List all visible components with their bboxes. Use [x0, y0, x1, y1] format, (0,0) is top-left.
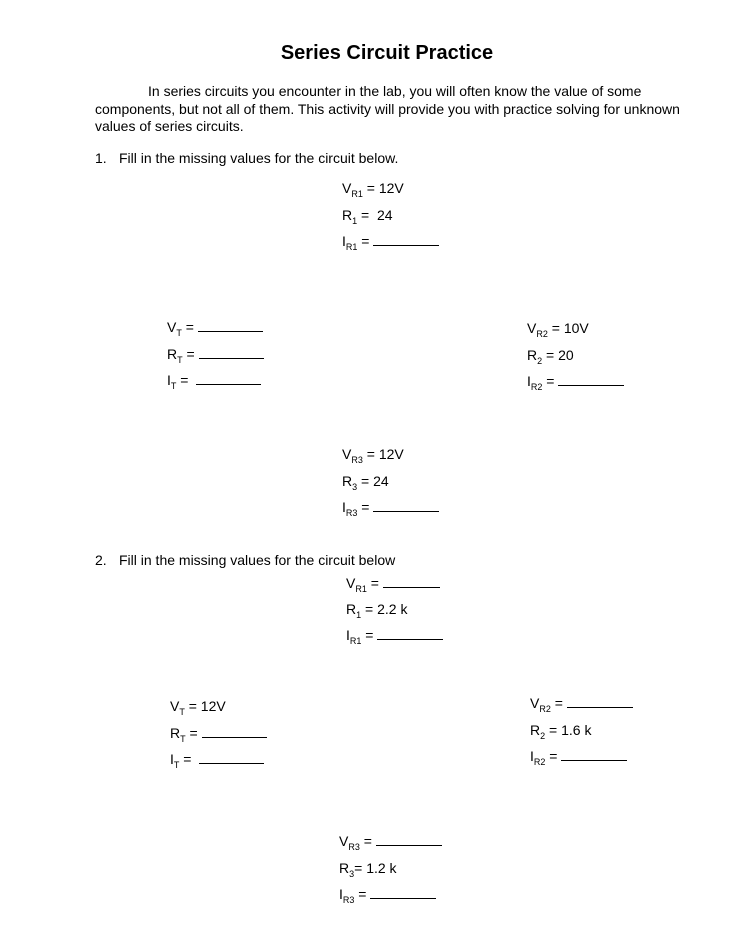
- q1-ir1: $I_{R1}$ =: [342, 233, 439, 249]
- q2-vt: $V_T = 12V$: [170, 698, 226, 717]
- answer-blank[interactable]: [199, 753, 264, 764]
- q1-r1: $R_1 = 24$: [342, 207, 393, 226]
- page-title: Series Circuit Practice: [280, 42, 494, 64]
- answer-blank[interactable]: [558, 375, 624, 386]
- q1-ir2: $I_{R2}$ =: [527, 373, 624, 389]
- q2-ir3: $I_{R3}$ =: [339, 886, 436, 902]
- answer-blank[interactable]: [376, 835, 442, 846]
- q2-vr2: $V_{R2}$ =: [530, 695, 633, 711]
- answer-blank[interactable]: [198, 321, 263, 332]
- answer-blank[interactable]: [373, 501, 439, 512]
- answer-blank[interactable]: [370, 888, 436, 899]
- intro-paragraph: [95, 83, 680, 136]
- question-2: [95, 552, 395, 568]
- q2-it: $I_T$ =: [170, 751, 264, 767]
- answer-blank[interactable]: [561, 750, 627, 761]
- q2-r1: $R_1 = 2.2$ k: [346, 601, 408, 620]
- q1-it: $I_T$ =: [167, 372, 261, 388]
- q1-vt: $V_T$ =: [167, 319, 263, 335]
- q2-rt: $R_T$ =: [170, 725, 267, 741]
- q1-vr3: $V_{R3} = 12V$: [342, 446, 404, 465]
- answer-blank[interactable]: [377, 629, 443, 640]
- intro-text: In series circuits you encounter in the lab, you will often know the value of some components, but not all of them. This activity will provide you with practice solving for unknown values of series circuits.: [95, 83, 680, 134]
- q1-vr2: $V_{R2} = 10V$: [527, 320, 589, 339]
- answer-blank[interactable]: [567, 697, 633, 708]
- q2-r3: $R_3= 1.2$ k: [339, 860, 397, 879]
- q1-vr1: $V_{R1} = 12V$: [342, 180, 404, 199]
- q1-ir3: $I_{R3}$ =: [342, 499, 439, 515]
- answer-blank[interactable]: [373, 235, 439, 246]
- question-text: Fill in the missing values for the circuit below: [119, 552, 396, 568]
- answer-blank[interactable]: [196, 374, 261, 385]
- q2-vr3: $V_{R3}$ =: [339, 833, 442, 849]
- q2-r2: $R_2 = 1.6$ k: [530, 722, 592, 741]
- answer-blank[interactable]: [202, 727, 267, 738]
- answer-blank[interactable]: [199, 348, 264, 359]
- q2-ir1: $I_{R1}$ =: [346, 627, 443, 643]
- q1-r3: $R_3 = 24$: [342, 473, 389, 492]
- question-1: [95, 150, 398, 166]
- q2-vr1: $V_{R1}$ =: [346, 575, 440, 591]
- question-number: 1.: [95, 150, 107, 166]
- question-text: Fill in the missing values for the circuit below.: [119, 150, 399, 166]
- q1-rt: $R_T$ =: [167, 346, 264, 362]
- answer-blank[interactable]: [383, 577, 440, 588]
- q1-r2: $R_2 = 20$: [527, 347, 574, 366]
- question-number: 2.: [95, 552, 107, 568]
- q2-ir2: $I_{R2}$ =: [530, 748, 627, 764]
